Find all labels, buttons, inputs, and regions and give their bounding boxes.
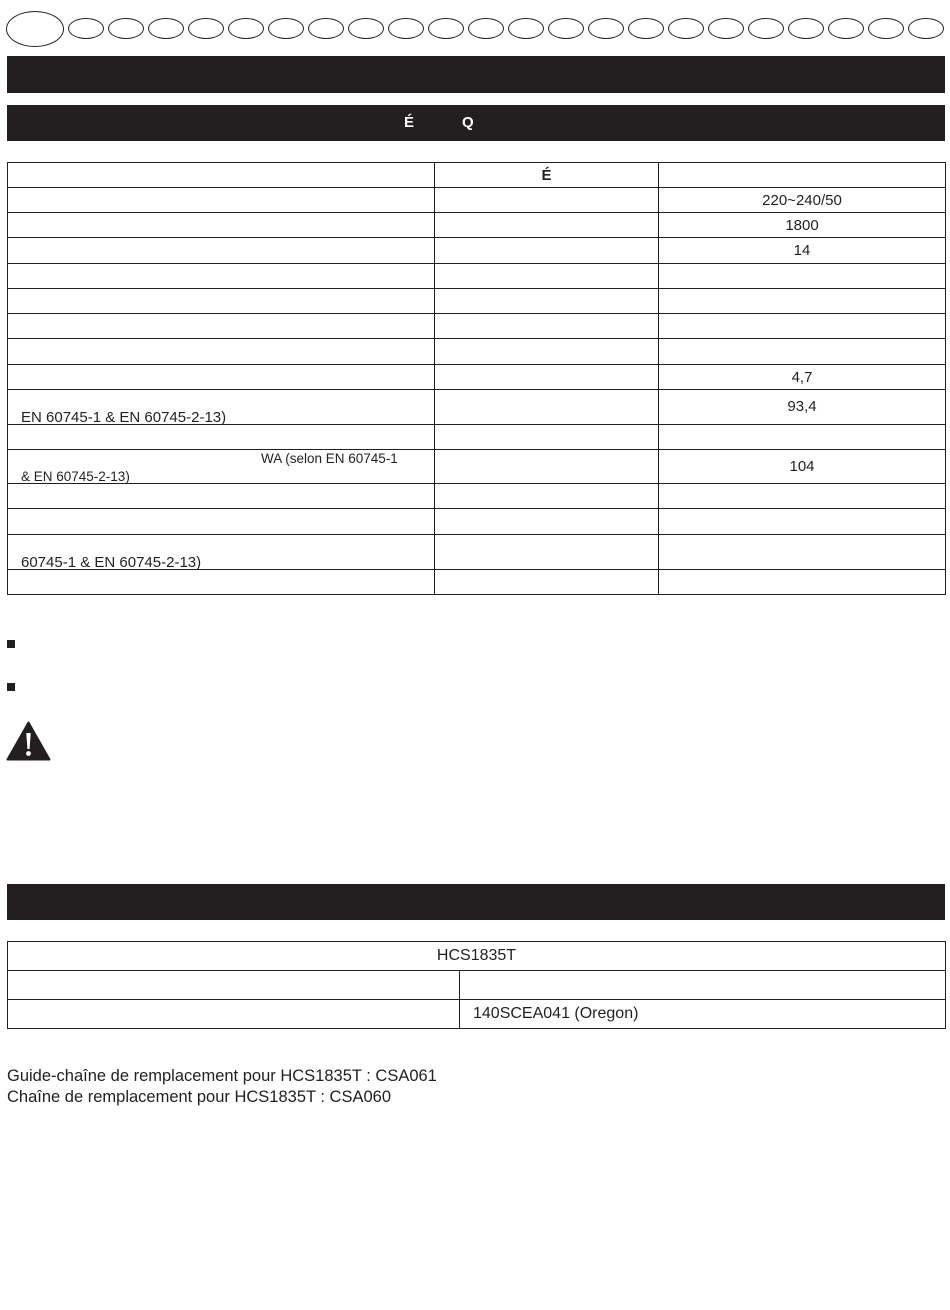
table-cell: [460, 971, 946, 1000]
spec-note: & EN 60745-2-13): [21, 469, 130, 484]
language-tab[interactable]: [308, 18, 344, 39]
table-cell: [659, 425, 946, 450]
table-row: [8, 365, 946, 390]
voltage-value: 220~240/50: [659, 188, 946, 213]
table-cell: [435, 339, 659, 365]
language-tab[interactable]: [628, 18, 664, 39]
language-tab[interactable]: [108, 18, 144, 39]
table-row: [8, 425, 946, 450]
chain-cell: 140SCEA041 (Oregon): [460, 1000, 946, 1029]
table-row: [8, 339, 946, 365]
table-cell: [8, 365, 435, 390]
table-cell: [8, 163, 435, 188]
language-tab[interactable]: [668, 18, 704, 39]
warning-triangle-icon: [6, 721, 51, 761]
accessories-title-bar: [7, 884, 945, 920]
table-row: [8, 289, 946, 314]
language-tab[interactable]: [508, 18, 544, 39]
table-cell: [435, 535, 659, 570]
table-row: [8, 264, 946, 289]
table-row: [8, 314, 946, 339]
replacement-chain-text: Chaîne de remplacement pour HCS1835T : CSA060: [7, 1088, 391, 1106]
table-cell: [659, 314, 946, 339]
table-row: [8, 971, 946, 1000]
table-row: [8, 509, 946, 535]
table-cell: [435, 425, 659, 450]
table-cell: [659, 484, 946, 509]
table-cell: [659, 535, 946, 570]
table-cell: [435, 484, 659, 509]
table-cell: [659, 570, 946, 595]
spec-title-letter: É: [404, 114, 415, 131]
table-row: [8, 163, 946, 188]
table-cell: [659, 163, 946, 188]
language-tab[interactable]: [348, 18, 384, 39]
table-cell: [8, 339, 435, 365]
language-tabs: [6, 11, 946, 47]
language-tab[interactable]: [188, 18, 224, 39]
table-cell: [8, 484, 435, 509]
table-cell: [435, 365, 659, 390]
language-tab[interactable]: [428, 18, 464, 39]
table-cell: [435, 450, 659, 484]
language-tab[interactable]: [468, 18, 504, 39]
replacement-guide-text: Guide-chaîne de remplacement pour HCS1835T : CSA061: [7, 1067, 437, 1085]
spec-note: WA (selon EN 60745-1: [261, 451, 398, 466]
table-row: [8, 570, 946, 595]
language-tab[interactable]: [268, 18, 304, 39]
sound-power-value: 104: [659, 450, 946, 484]
table-cell: [659, 264, 946, 289]
language-tab[interactable]: [228, 18, 264, 39]
language-tab[interactable]: [788, 18, 824, 39]
language-tab[interactable]: [148, 18, 184, 39]
model-cell: HCS1835T: [8, 942, 946, 971]
accessories-table: [7, 941, 946, 1029]
table-row: [8, 484, 946, 509]
square-bullet-icon: [7, 640, 15, 648]
language-tab[interactable]: [868, 18, 904, 39]
table-cell: [435, 264, 659, 289]
table-cell: [435, 509, 659, 535]
square-bullet-icon: [7, 683, 15, 691]
spec-header-cell: É: [435, 163, 659, 188]
language-tab[interactable]: [828, 18, 864, 39]
sound-pressure-value: 93,4: [659, 390, 946, 425]
spec-table: [7, 162, 946, 595]
spec-title-letter: Q: [462, 114, 474, 131]
language-tab[interactable]: [708, 18, 744, 39]
table-cell: [8, 1000, 460, 1029]
table-cell: [435, 213, 659, 238]
table-cell: [8, 264, 435, 289]
table-cell: [8, 213, 435, 238]
language-tab[interactable]: [68, 18, 104, 39]
language-tab[interactable]: [908, 18, 944, 39]
table-cell: [435, 238, 659, 264]
language-tab-active[interactable]: [6, 11, 64, 47]
table-row: [8, 1000, 946, 1029]
table-row: [8, 942, 946, 971]
table-cell: [8, 971, 460, 1000]
table-row: [8, 213, 946, 238]
weight-value: 4,7: [659, 365, 946, 390]
language-tab[interactable]: [748, 18, 784, 39]
table-cell: [435, 188, 659, 213]
table-row: [8, 450, 946, 484]
table-cell: [8, 314, 435, 339]
table-cell: [8, 238, 435, 264]
table-cell: [435, 570, 659, 595]
table-cell: [435, 314, 659, 339]
table-cell: [8, 425, 435, 450]
table-cell: [659, 289, 946, 314]
language-tab[interactable]: [588, 18, 624, 39]
table-cell: [8, 570, 435, 595]
language-tab[interactable]: [548, 18, 584, 39]
table-cell: [8, 509, 435, 535]
spec-note: EN 60745-1 & EN 60745-2-13): [21, 409, 227, 426]
table-cell: [659, 339, 946, 365]
table-row: [8, 238, 946, 264]
table-cell: [435, 289, 659, 314]
section-title-bar: [7, 56, 945, 93]
bar-length-value: 14: [659, 238, 946, 264]
language-tab[interactable]: [388, 18, 424, 39]
table-cell: [8, 289, 435, 314]
table-cell: [435, 390, 659, 425]
table-cell: [659, 509, 946, 535]
spec-note: 60745-1 & EN 60745-2-13): [21, 554, 202, 571]
power-value: 1800: [659, 213, 946, 238]
table-row: [8, 188, 946, 213]
spec-title-bar: [7, 105, 945, 141]
table-cell: [8, 188, 435, 213]
